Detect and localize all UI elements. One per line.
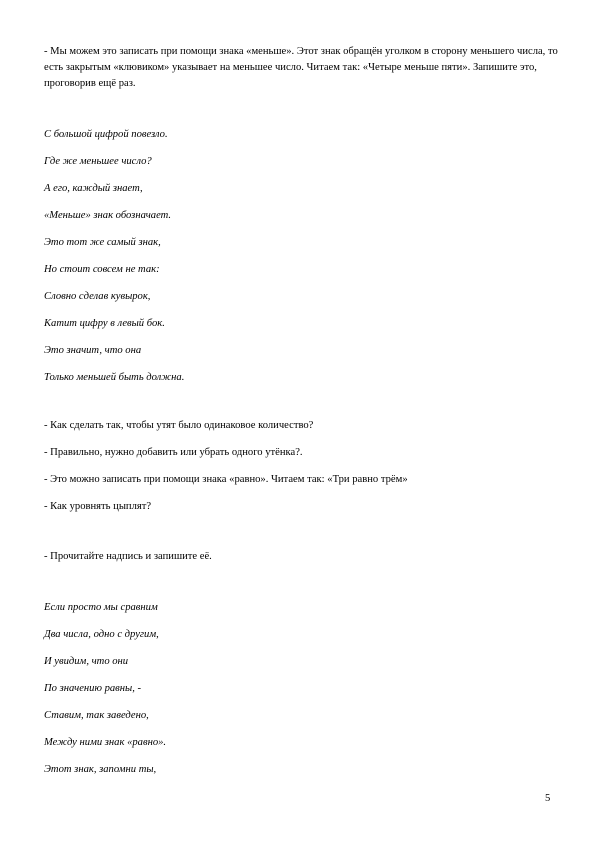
- intro-paragraph: - Мы можем это записать при помощи знака «меньше». Этот знак обращён уголком в сторону меньшего числа, то есть закрытым «клювиком» указывает на меньшее число. Читаем так: «Четыре меньше пяти». Запишите это, проговорив ещё раз.: [44, 46, 558, 89]
- poem2-line: И увидим, что они: [44, 656, 129, 667]
- poem2-line: Два числа, одно с другим,: [44, 629, 159, 640]
- poem1-line: Это тот же самый знак,: [44, 237, 161, 248]
- dialog-line: - Как сделать так, чтобы утят было одинаковое количество?: [44, 420, 314, 431]
- page-number: 5: [545, 793, 551, 804]
- poem2-line: Между ними знак «равно».: [44, 737, 167, 748]
- poem1-line: С большой цифрой повезло.: [44, 129, 168, 140]
- poem1-line: Где же меньшее число?: [44, 156, 152, 167]
- poem1-line: Но стоит совсем не так:: [44, 264, 160, 275]
- dialog-line: - Правильно, нужно добавить или убрать одного утёнка?.: [44, 447, 303, 458]
- dialog-line: - Это можно записать при помощи знака «равно». Читаем так: «Три равно трём»: [44, 474, 408, 485]
- poem1-line: «Меньше» знак обозначает.: [44, 210, 172, 221]
- poem1-line: А его, каждый знает,: [44, 183, 143, 194]
- poem2-line: Если просто мы сравним: [44, 602, 158, 613]
- instruction-line: - Прочитайте надпись и запишите её.: [44, 551, 212, 562]
- poem2-line: Этот знак, запомни ты,: [44, 764, 157, 775]
- poem2-line: Ставим, так заведено,: [44, 710, 149, 721]
- poem1-line: Катит цифру в левый бок.: [44, 318, 165, 329]
- poem1-line: Словно сделав кувырок,: [44, 291, 151, 302]
- poem1-line: Только меньшей быть должна.: [44, 372, 185, 383]
- dialog-line: - Как уровнять цыплят?: [44, 501, 152, 512]
- poem2-line: По значению равны, -: [44, 683, 142, 694]
- poem1-line: Это значит, что она: [44, 345, 142, 356]
